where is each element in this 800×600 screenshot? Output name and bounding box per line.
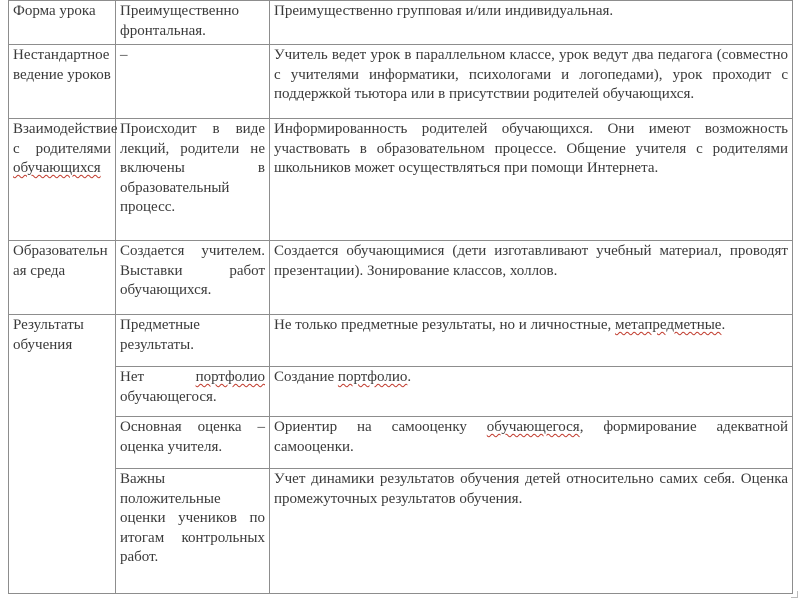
cell-text-underlined: портфолио (337, 369, 408, 385)
row-label-learning-results: Результаты обучения (9, 315, 116, 594)
cell-text-underlined: обучающегося (486, 419, 580, 435)
comparison-table (8, 0, 793, 594)
cell-text-part: Создание (274, 369, 338, 385)
table-row (9, 119, 793, 241)
cell-new (270, 417, 793, 469)
cell-new: Учет динамики результатов обучения детей относительно самих себя. Оценка промежуточных результатов обучения. (270, 469, 793, 594)
table-row (9, 367, 793, 417)
row-label-educational-environment: Образовательная среда (9, 241, 116, 315)
page-corner-mark (791, 591, 798, 598)
table-row (9, 469, 793, 594)
cell-traditional: – (116, 45, 270, 119)
row-label-part-underlined: обучающихся (13, 160, 101, 176)
header-cell-lesson-form: Форма урока (9, 1, 116, 45)
cell-traditional: Предметные результаты. (116, 315, 270, 367)
cell-text-part: Ориентир на самооценку (274, 419, 487, 435)
cell-new (270, 315, 793, 367)
cell-text-underlined: метапредметные (615, 317, 722, 333)
table-row (9, 417, 793, 469)
cell-traditional: Важны положительные оценки учеников по итогам контрольных работ. (116, 469, 270, 594)
cell-new: Создается обучающимися (дети изготавливают учебный материал, проводят презентации). Зонирование классов, холлов. (270, 241, 793, 315)
comparison-table-wrap (8, 0, 792, 594)
table-row (9, 241, 793, 315)
cell-text-part: . (721, 317, 726, 333)
cell-traditional: Основная оценка – оценка учителя. (116, 417, 270, 469)
cell-text-part: обучающегося. (120, 388, 217, 405)
cell-text-underlined: портфолио (195, 369, 265, 385)
cell-new: Информированность родителей обучающихся. Они имеют возможность участвовать в образовательном процессе. Общение учителя с родителями школьников может осуществляться при помощи Интернета. (270, 119, 793, 241)
row-label-nonstandard-lessons: Нестандартное ведение уроков (9, 45, 116, 119)
header-cell-new: Преимущественно групповая и/или индивидуальная. (270, 1, 793, 45)
cell-text-part: Нет (120, 369, 196, 385)
table-header-row (9, 1, 793, 45)
table-row (9, 315, 793, 367)
row-label-parent-interaction (9, 119, 116, 241)
row-label-part: ие с родителями (13, 121, 118, 157)
cell-text-part: , формирование адекватной самооценки. (274, 419, 789, 455)
row-label-part: Взаимодейств (13, 121, 103, 137)
cell-new: Учитель ведет урок в параллельном классе, урок ведут два педагога (совместно с учителями информатики, психологами и логопедами), урок проходит с поддержкой тьютора или в присутствии родителей обучающихся. (270, 45, 793, 119)
cell-traditional: Происходит в виде лекций, родители не включены в образовательный процесс. (116, 119, 270, 241)
cell-traditional (116, 367, 270, 417)
cell-new (270, 367, 793, 417)
cell-text-part: Не только предметные результаты, но и личностные, (274, 317, 616, 333)
table-row (9, 45, 793, 119)
cell-traditional: Создается учителем. Выставки работ обучающихся. (116, 241, 270, 315)
cell-text-part: . (407, 369, 412, 385)
header-cell-traditional: Преимущественно фронтальная. (116, 1, 270, 45)
